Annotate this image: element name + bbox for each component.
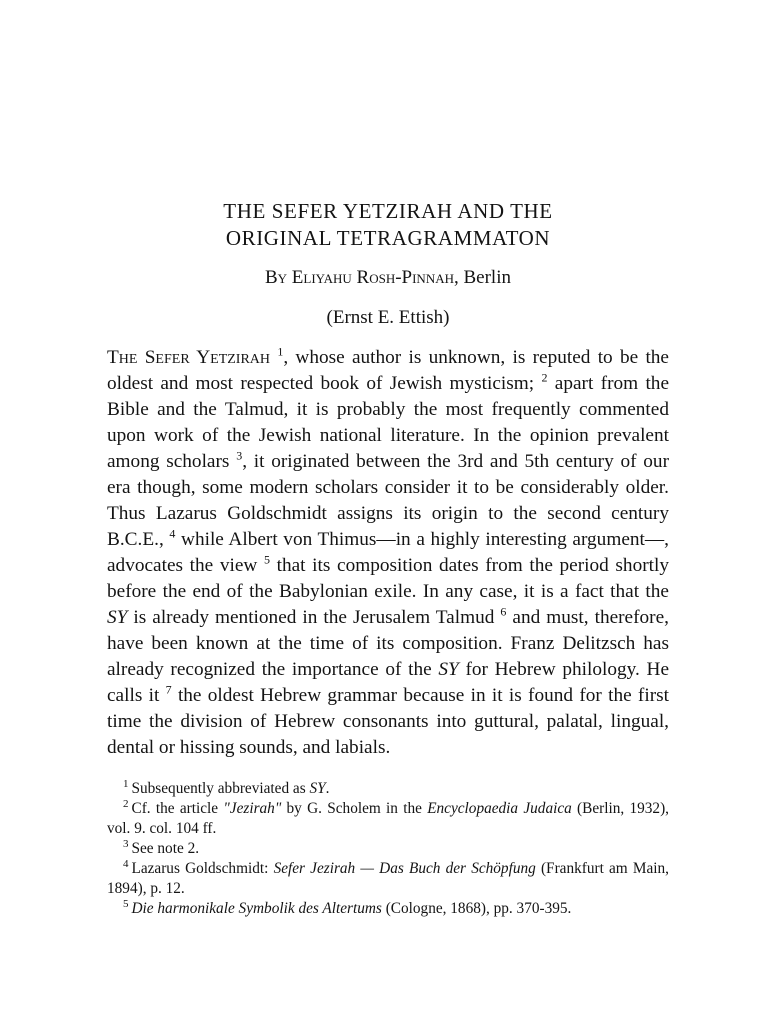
author-name: Eliyahu Rosh-Pinnah	[291, 267, 454, 288]
footnote-2	[107, 799, 669, 839]
footnote-number: 1	[123, 777, 129, 790]
footnote-number: 4	[123, 857, 129, 870]
byline	[107, 266, 669, 290]
footnote-text: (Frankfurt am Main, 1894), p. 12.	[107, 860, 669, 897]
text-run: , it originated between the 3rd and 5th century of our era though, some modern scholars consider it to be considerably older. Thus Lazarus Goldschmidt assigns its origin to the second century B.C.E.,	[107, 451, 669, 550]
text-run: that its composition dates from the period shortly before the end of the Babylonian exile. In any case, it is a fact that the	[107, 555, 669, 602]
footnote-italic: SY	[309, 780, 326, 797]
text-run: while Albert von Thimus—in a highly interesting argument—, advocates the view	[107, 529, 669, 576]
footnote-ref-1[interactable]: 1	[277, 344, 284, 359]
footnote-italic: Sefer Jezirah — Das Buch der Schöpfung	[273, 860, 536, 877]
footnote-ref-2[interactable]: 2	[541, 370, 548, 385]
footnote-4	[107, 859, 669, 899]
footnote-number: 5	[123, 897, 129, 910]
abbrev-sy: SY	[438, 659, 459, 680]
body-paragraph	[107, 345, 669, 761]
author-city: , Berlin	[454, 267, 511, 288]
footnote-italic: Encyclopaedia Judaica	[427, 800, 572, 817]
footnote-number: 2	[123, 797, 129, 810]
footnote-text: (Cologne, 1868), pp. 370-395.	[381, 900, 572, 917]
footnote-ref-6[interactable]: 6	[500, 604, 507, 619]
footnote-text: Cf. the article	[131, 800, 224, 817]
lead-title: The Sefer Yetzirah	[107, 347, 271, 368]
article-page	[107, 198, 669, 919]
text-run: for Hebrew philology. He calls it	[107, 659, 670, 706]
footnote-3	[107, 839, 669, 859]
footnote-ref-5[interactable]: 5	[263, 552, 270, 567]
footnote-1	[107, 779, 669, 799]
footnote-ref-3[interactable]: 3	[236, 448, 243, 463]
footnote-italic: "Jezirah"	[223, 800, 282, 817]
footnote-text: .	[325, 780, 330, 797]
article-title	[107, 198, 669, 252]
footnote-text: (Berlin, 1932), vol. 9. col. 104 ff.	[107, 800, 669, 837]
footnote-5	[107, 899, 669, 919]
footnote-ref-7[interactable]: 7	[165, 682, 172, 697]
text-run: , whose author is unknown, is reputed to be the oldest and most respected book of Jewish mysticism;	[107, 347, 669, 394]
footnote-text: by G. Scholem in the	[281, 800, 428, 817]
body-text	[107, 345, 669, 761]
footnote-number: 3	[123, 837, 129, 850]
title-line-1: THE SEFER YETZIRAH AND THE	[223, 199, 553, 223]
footnote-text: Subsequently abbreviated as	[131, 780, 310, 797]
author-pseudonym: (Ernst E. Ettish)	[326, 307, 450, 328]
abbrev-sy: SY	[107, 607, 128, 628]
footnote-ref-4[interactable]: 4	[169, 526, 176, 541]
text-run: is already mentioned in the Jerusalem Talmud	[133, 607, 495, 628]
footnote-italic: Die harmonikale Symbolik des Altertums	[131, 900, 382, 917]
text-run: the oldest Hebrew grammar because in it is found for the first time the division of Hebrew consonants into guttural, palatal, lingual, dental or hissing sounds, and labials.	[107, 685, 669, 758]
footnotes	[107, 779, 669, 919]
footnote-text: See note 2.	[131, 840, 200, 857]
title-line-2: ORIGINAL TETRAGRAMMATON	[225, 226, 551, 250]
text-run: and must, therefore, have been known at the time of its composition. Franz Delitzsch has already recognized the importance of the	[107, 607, 669, 680]
footnote-text: Lazarus Goldschmidt:	[131, 860, 274, 877]
text-run: apart from the Bible and the Talmud, it is probably the most frequently commented upon work of the Jewish national literature. In the opinion prevalent among scholars	[107, 373, 669, 472]
byline-by: By	[264, 267, 288, 288]
